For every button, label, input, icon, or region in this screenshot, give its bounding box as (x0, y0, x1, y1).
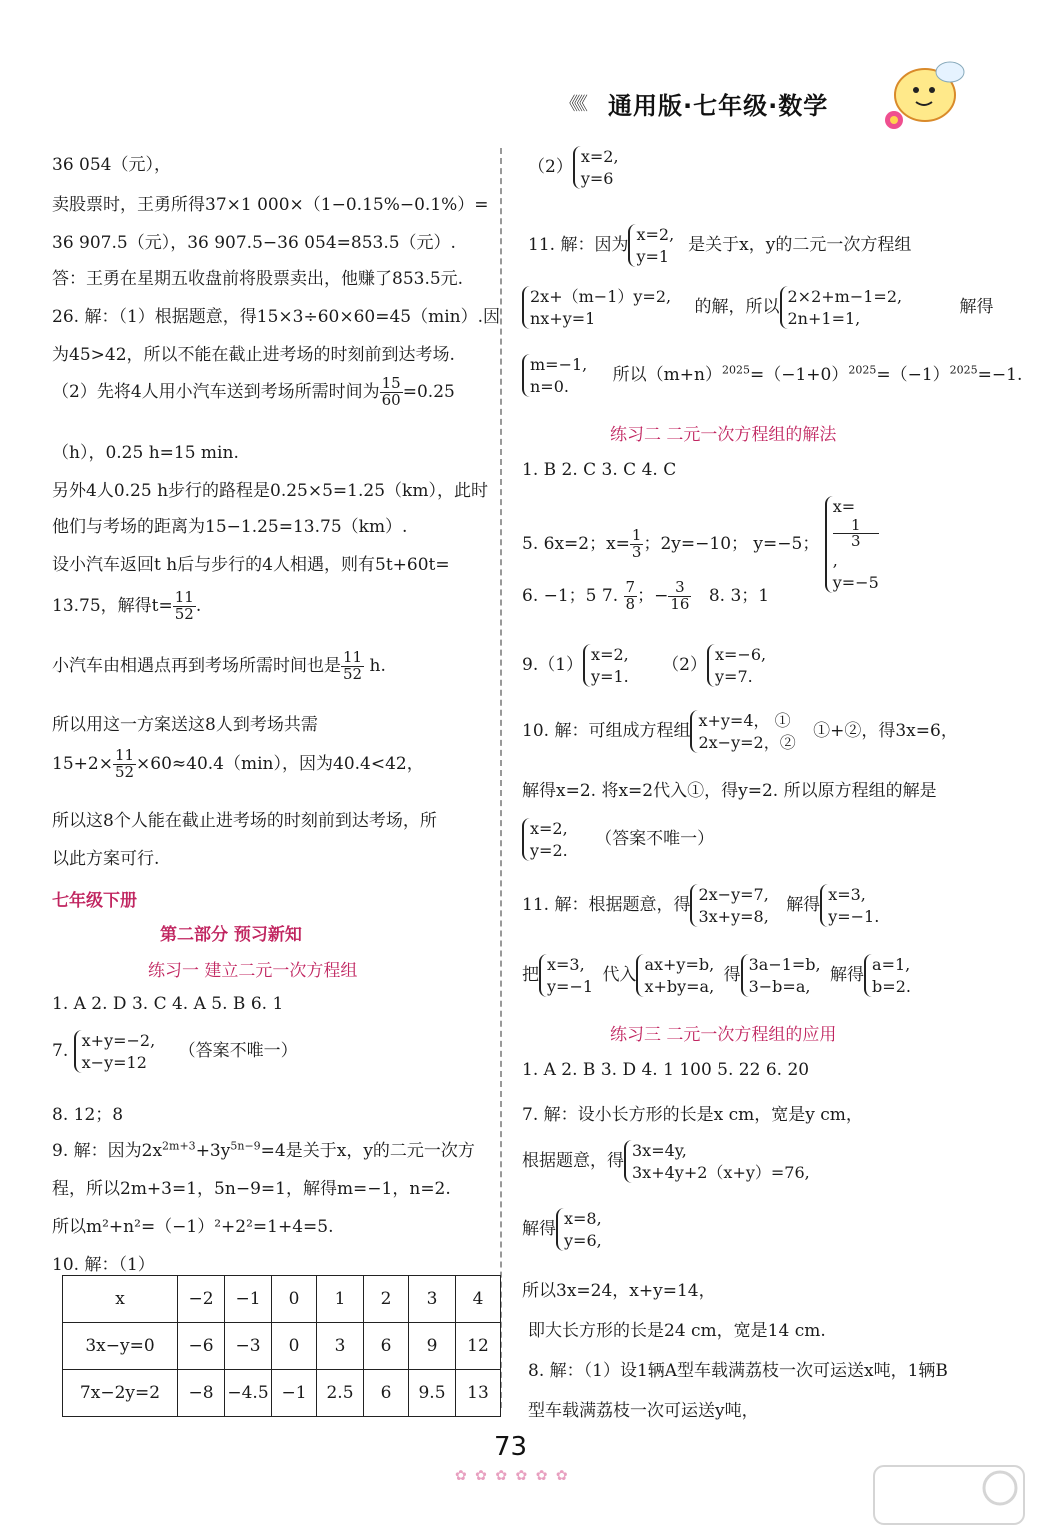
fraction: $\frac{1}{3}$ (631, 526, 642, 562)
answer-line: 6. −1；5 7. $\frac{7}{8}$ ；− $\frac{3}{16}$ 8. 3；1 (522, 578, 770, 613)
values-table (62, 1275, 501, 1417)
text-line: 所以用这一方案送这8人到考场共需 (52, 715, 318, 735)
page-number: 73 (494, 1432, 528, 1462)
fraction: $\frac{7}{8}$ (625, 578, 636, 613)
text-line: 答：王勇在星期五收盘前将股票卖出，他赚了853.5元. (52, 269, 464, 289)
table-cell: 2.5 (317, 1370, 364, 1417)
fraction: $\frac{11}{52}$ (343, 648, 363, 683)
table-cell: 0 (272, 1276, 317, 1323)
fraction: $\frac{15}{60}$ (381, 374, 401, 409)
text-line: 36 054（元）， (52, 155, 171, 175)
fraction: $\frac{11}{52}$ (174, 588, 194, 623)
table-cell: 6 (364, 1323, 409, 1370)
exercise-heading: 练习一 建立二元一次方程组 (148, 961, 358, 981)
table-cell: 9.5 (409, 1370, 456, 1417)
table-cell: −3 (225, 1323, 272, 1370)
equation-system: m=−1, n=0. (522, 354, 591, 397)
answer-line: 8. 12；8 (52, 1105, 124, 1125)
answer-line: 1. B 2. C 3. C 4. C (522, 460, 677, 480)
text-line: 15+2× $\frac{11}{52}$ ×60≈40.4（min），因为40.4<42， (52, 746, 424, 781)
table-cell: 3 (409, 1276, 456, 1323)
section-heading: 七年级下册 (52, 891, 137, 911)
answer-line: 5. 6x=2；x= $\frac{1}{3}$ ；2y=−10； y=−5； x= 1 3 , y=−5 (522, 496, 883, 593)
header (560, 86, 890, 120)
answer-line: m=−1, n=0. 所以$(m+n)^{2025}=(-1+0)^{2025}=(-1)^{2025}=-1$. (522, 354, 1022, 397)
equation-system: x=3, y=−1 (539, 954, 597, 997)
watermark-logo (870, 1460, 1030, 1530)
table-cell: 12 (456, 1323, 501, 1370)
equation-system: 2×2+m−1=2, 2n+1=1, (780, 286, 907, 329)
answer-line: 根据题意，得 3x=4y, 3x+4y+2（x+y）=76, (522, 1140, 814, 1183)
equation-system: 3x=4y, 3x+4y+2（x+y）=76, (624, 1140, 814, 1183)
equation-system: x+y=−2, x−y=12 (74, 1030, 160, 1073)
answer-line: （2） x=2, y=6 (528, 146, 623, 189)
answer-line: 9. 解：因为$2x^{2m+3}+3y^{5n-9}=4$是关于x，y的二元一次方 (52, 1139, 475, 1161)
table-cell: 3x−y=0 (63, 1323, 178, 1370)
bee-mascot-icon (880, 50, 970, 135)
equation-system: x=−6, y=7. (707, 644, 770, 687)
table-cell: −4.5 (225, 1370, 272, 1417)
section-heading: 第二部分 预习新知 (160, 925, 302, 945)
equation-system: x= 1 3 , y=−5 (825, 496, 883, 593)
column-divider (500, 148, 502, 1408)
answer-line: 10. 解：（1） (52, 1255, 155, 1275)
table-cell: 0 (272, 1323, 317, 1370)
text-line: 另外4人0.25 h步行的路程是0.25×5=1.25（km），此时 (52, 481, 488, 501)
answer-line: 解得x=2. 将x=2代入①，得y=2. 所以原方程组的解是 (522, 781, 937, 801)
exercise-heading: 练习二 二元一次方程组的解法 (610, 425, 837, 445)
table-cell: 7x−2y=2 (63, 1370, 178, 1417)
equation-system: 2x+（m−1）y=2, nx+y=1 (522, 286, 675, 329)
text-line: 所以这8个人能在截止进考场的时刻前到达考场，所 (52, 811, 437, 831)
text-line: （2）先将4人用小汽车送到考场所需时间为 $\frac{15}{60}$ =0.25 (52, 374, 455, 409)
fraction: $\frac{3}{16}$ (670, 578, 690, 613)
header-arrows: 《《《 (560, 94, 584, 115)
answer-line: 解得 x=8, y=6, (522, 1208, 606, 1251)
equation-system: x=2, y=2. (522, 818, 572, 861)
equation-system: 3a−1=b, 3−b=a, (741, 954, 825, 997)
equation-system: x=2, y=6 (573, 146, 623, 189)
text-line: （h），0.25 h=15 min. (52, 443, 239, 463)
table-cell: x (63, 1276, 178, 1323)
table-cell: 6 (364, 1370, 409, 1417)
table-cell: 4 (456, 1276, 501, 1323)
equation-system: x=8, y=6, (556, 1208, 606, 1251)
table-cell: −6 (178, 1323, 225, 1370)
equation-system: x=2, y=1 (628, 224, 678, 267)
exercise-heading: 练习三 二元一次方程组的应用 (610, 1025, 837, 1045)
answer-line: 型车载满荔枝一次可运送y吨， (528, 1401, 759, 1421)
table-row (63, 1323, 501, 1370)
answer-line: 7. 解：设小长方形的长是x cm，宽是y cm， (522, 1105, 863, 1125)
answer-line: 2x+（m−1）y=2, nx+y=1 的解，所以 2×2+m−1=2, 2n+1=1, 解得 (522, 286, 994, 329)
table-row (63, 1276, 501, 1323)
equation-system: x=2, y=1. (583, 644, 633, 687)
answer-line: 7. x+y=−2, x−y=12 （答案不唯一） (52, 1031, 298, 1072)
equation-system: 2x−y=7, 3x+y=8, (690, 884, 772, 927)
table-cell: −8 (178, 1370, 225, 1417)
table-cell: −1 (272, 1370, 317, 1417)
answer-line: 程，所以2m+3=1，5n−9=1，解得m=−1，n=2. (52, 1179, 451, 1199)
text-line: 卖股票时，王勇所得37×1 000×（1−0.15%−0.1%）= (52, 195, 489, 215)
text-line: 为45>42，所以不能在截止进考场的时刻前到达考场. (52, 345, 455, 365)
answer-line: 11. 解：因为 x=2, y=1 是关于x，y的二元一次方程组 (528, 225, 912, 266)
answer-line: 11. 解：根据题意，得 2x−y=7, 3x+y=8, 解得 x=3, y=−1. (522, 884, 883, 927)
answer-line: 10. 解：可组成方程组 x+y=4， ① 2x−y=2，② ①+②，得3x=6， (522, 711, 958, 752)
table-cell: 13 (456, 1370, 501, 1417)
answer-line: 9.（1） x=2, y=1. （2） x=−6, y=7. (522, 644, 770, 687)
answer-line: 8. 解：（1）设1辆A型车载满荔枝一次可运送x吨，1辆B (528, 1361, 948, 1381)
answer-line: 所以m²+n²=（−1）²+2²=1+4=5. (52, 1217, 334, 1237)
text-line: 26. 解：（1）根据题意，得15×3÷60×60=45（min）.因 (52, 307, 500, 327)
text-line: 他们与考场的距离为15−1.25=13.75（km）. (52, 517, 408, 537)
answer-line: 1. A 2. D 3. C 4. A 5. B 6. 1 (52, 994, 284, 1014)
equation-system: x=3, y=−1. (820, 884, 883, 927)
table-row (63, 1370, 501, 1417)
text-line: 36 907.5（元），36 907.5−36 054=853.5（元）. (52, 233, 456, 253)
equation-system: x+y=4， ① 2x−y=2，② (690, 710, 799, 753)
table-cell: 3 (317, 1323, 364, 1370)
answer-line: 1. A 2. B 3. D 4. 1 100 5. 22 6. 20 (522, 1060, 810, 1080)
text-line: 小汽车由相遇点再到考场所需时间也是 $\frac{11}{52}$ h. (52, 648, 386, 683)
watermark-icon (870, 1460, 1030, 1530)
fraction: $\frac{11}{52}$ (114, 746, 135, 781)
table-cell: 1 (317, 1276, 364, 1323)
equation-system: ax+y=b, x+by=a, (636, 954, 718, 997)
text-line: 设小汽车返回t h后与步行的4人相遇，则有5t+60t= (52, 555, 450, 575)
answer-line: 即大长方形的长是24 cm，宽是14 cm. (528, 1321, 826, 1341)
text-line: 以此方案可行. (52, 849, 160, 869)
table-cell: −2 (178, 1276, 225, 1323)
equation-system: a=1, b=2. (864, 954, 915, 997)
header-title: 通用版·七年级·数学 (608, 92, 829, 120)
table-cell: −1 (225, 1276, 272, 1323)
text-line: 13.75，解得t= $\frac{11}{52}$ . (52, 588, 202, 623)
flower-decoration: ✿ ✿ ✿ ✿ ✿ ✿ (455, 1468, 570, 1484)
answer-line: 把 x=3, y=−1 代入 ax+y=b, x+by=a, 得 3a−1=b, 3−b=a, 解得 a=1, b=2. (522, 954, 915, 997)
answer-line: x=2, y=2. （答案不唯一） (522, 818, 714, 861)
table-cell: 2 (364, 1276, 409, 1323)
table-cell: 9 (409, 1323, 456, 1370)
answer-line: 所以3x=24，x+y=14， (522, 1281, 716, 1301)
